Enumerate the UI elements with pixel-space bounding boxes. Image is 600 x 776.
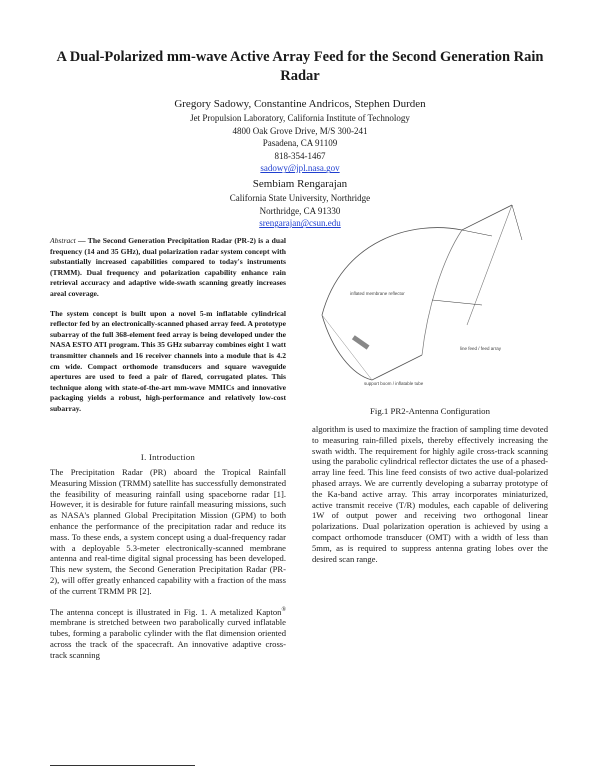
email-link-1[interactable]: sadowy@jpl.nasa.gov bbox=[260, 163, 340, 174]
figure-label-support: support boom / inflatable tube bbox=[364, 381, 424, 386]
affiliation-1 bbox=[100, 112, 500, 175]
arrow-line bbox=[432, 300, 482, 305]
arrow-line bbox=[512, 205, 522, 240]
boom-line bbox=[467, 205, 512, 325]
intro-paragraph-2b: membrane is stretched between two parabolically curved inflatable tubes, forming a parabolic cylinder with the flat dimension oriented across the track of the spacecraft. An innovative adaptive cross-track scanning bbox=[50, 617, 286, 660]
intro-paragraph-1: The Precipitation Radar (PR) aboard the Tropical Rainfall Measuring Mission (TRMM) satellite has successfully demonstrated the feasibility of measuring rainfall using spaceborne radar [1]. However, it is desirable for future rainfall measuring missions, such as NASA's planned Global Precipitation Mission (GPM) to both enhance the performance of the precipitation radar and reduce its mass. To these ends, a system concept using a dual-frequency radar with a deployable 5.3-meter electronically-scanned membrane antenna and real-time digital signal processing has been developed. This new system, the Second Generation Precipitation Radar (PR-2), will offer greatly enhanced capability with a fraction of the mass of the current TRMM PR [2]. bbox=[50, 467, 286, 596]
arrow-line bbox=[462, 230, 492, 236]
footnote-divider bbox=[50, 765, 195, 766]
registered-mark: ® bbox=[281, 606, 286, 613]
reflector-top-edge bbox=[322, 205, 512, 315]
section-heading: I. Introduction bbox=[140, 452, 196, 462]
abstract-lead: Abstract bbox=[50, 236, 76, 245]
figure-label-feed: line feed / feed array bbox=[460, 346, 502, 351]
affiliation-line: Jet Propulsion Laboratory, California Institute of Technology bbox=[190, 113, 410, 123]
right-column-body bbox=[312, 424, 548, 572]
author-list-1: Gregory Sadowy, Constantine Andricos, Stephen Durden bbox=[174, 98, 426, 110]
abstract-paragraph-1 bbox=[50, 236, 286, 300]
affiliation-line: Northridge, CA 91330 bbox=[259, 205, 341, 216]
affiliation-line: Pasadena, CA 91109 bbox=[262, 138, 338, 149]
affiliation-line: 4800 Oak Grove Drive, M/S 300-241 bbox=[232, 125, 368, 136]
affiliation-line: 818-354-1467 bbox=[274, 150, 326, 161]
paper-title: A Dual-Polarized mm-wave Active Array Feed for the Second Generation Rain Radar bbox=[56, 49, 544, 84]
abstract bbox=[50, 236, 286, 424]
figure-label-reflector: inflated membrane reflector bbox=[350, 291, 405, 296]
feed-array-shape bbox=[352, 335, 370, 349]
email-link-2[interactable]: srengarajan@csun.edu bbox=[259, 218, 341, 229]
reflector-far-edge bbox=[422, 230, 462, 355]
intro-paragraph-2 bbox=[50, 605, 286, 661]
figure-caption: Fig.1 PR2-Antenna Configuration bbox=[370, 406, 490, 416]
author-list-2: Sembiam Rengarajan bbox=[252, 178, 348, 190]
affiliation-line: California State University, Northridge bbox=[229, 193, 371, 203]
abstract-text-1: — The Second Generation Precipitation Radar (PR-2) is a dual frequency (14 and 35 GHz), dual polarization radar system concept with substantially increased capabilities compared to today's instruments (TRMM). Dual frequency and polarization capability enhance rain retrieval accuracy and adaptive wide-swath scanning greatly increases areal coverage. bbox=[50, 236, 286, 298]
left-column-body bbox=[50, 467, 286, 668]
intro-paragraph-3: algorithm is used to maximize the fraction of sampling time devoted to measuring rain-filled pixels, thereby effectively increasing the swath width. The requirement for highly agile cross-track scanning using the parabolic cylindrical reflector dictates the use of a phased-array line feed. This line feed consists of two active dual-polarized phased arrays. We are currently developing a subarray prototype of the Ka-band active array. This array incorporates miniaturized, active transmit receive (T/R) modules, each capable of delivering 1W of output power and receiving two orthogonal linear polarizations. Dual polarization operation is achieved by using a compact orthomode transducer (OMT) with a width of less than 5mm, as is required to suppress antenna grating lobes over the desired scan range. bbox=[312, 424, 548, 564]
intro-paragraph-2a: The antenna concept is illustrated in Fig. 1. A metalized Kapton bbox=[50, 606, 282, 617]
abstract-paragraph-2: The system concept is built upon a novel 5-m inflatable cylindrical reflector fed by an electronically-scanned phased array feed. A prototype subarray of the full 368-element feed array is being developed under the NASA ESTO ATI program. This 35 GHz subarray combines eight 1 watt transmitter channels and 16 receiver channels into a module that is 4.2 cm wide. Compact orthomode transducers and square waveguide apertures are used to feed a pair of flared, corrugated plates. This technique along with state-of-the-art mm-wave MMICs and innovative packaging yields a robust, high-performance and relatively low-cost subarray. bbox=[50, 308, 286, 413]
antenna-figure bbox=[312, 200, 548, 400]
reflector-bottom-edge bbox=[322, 315, 422, 380]
